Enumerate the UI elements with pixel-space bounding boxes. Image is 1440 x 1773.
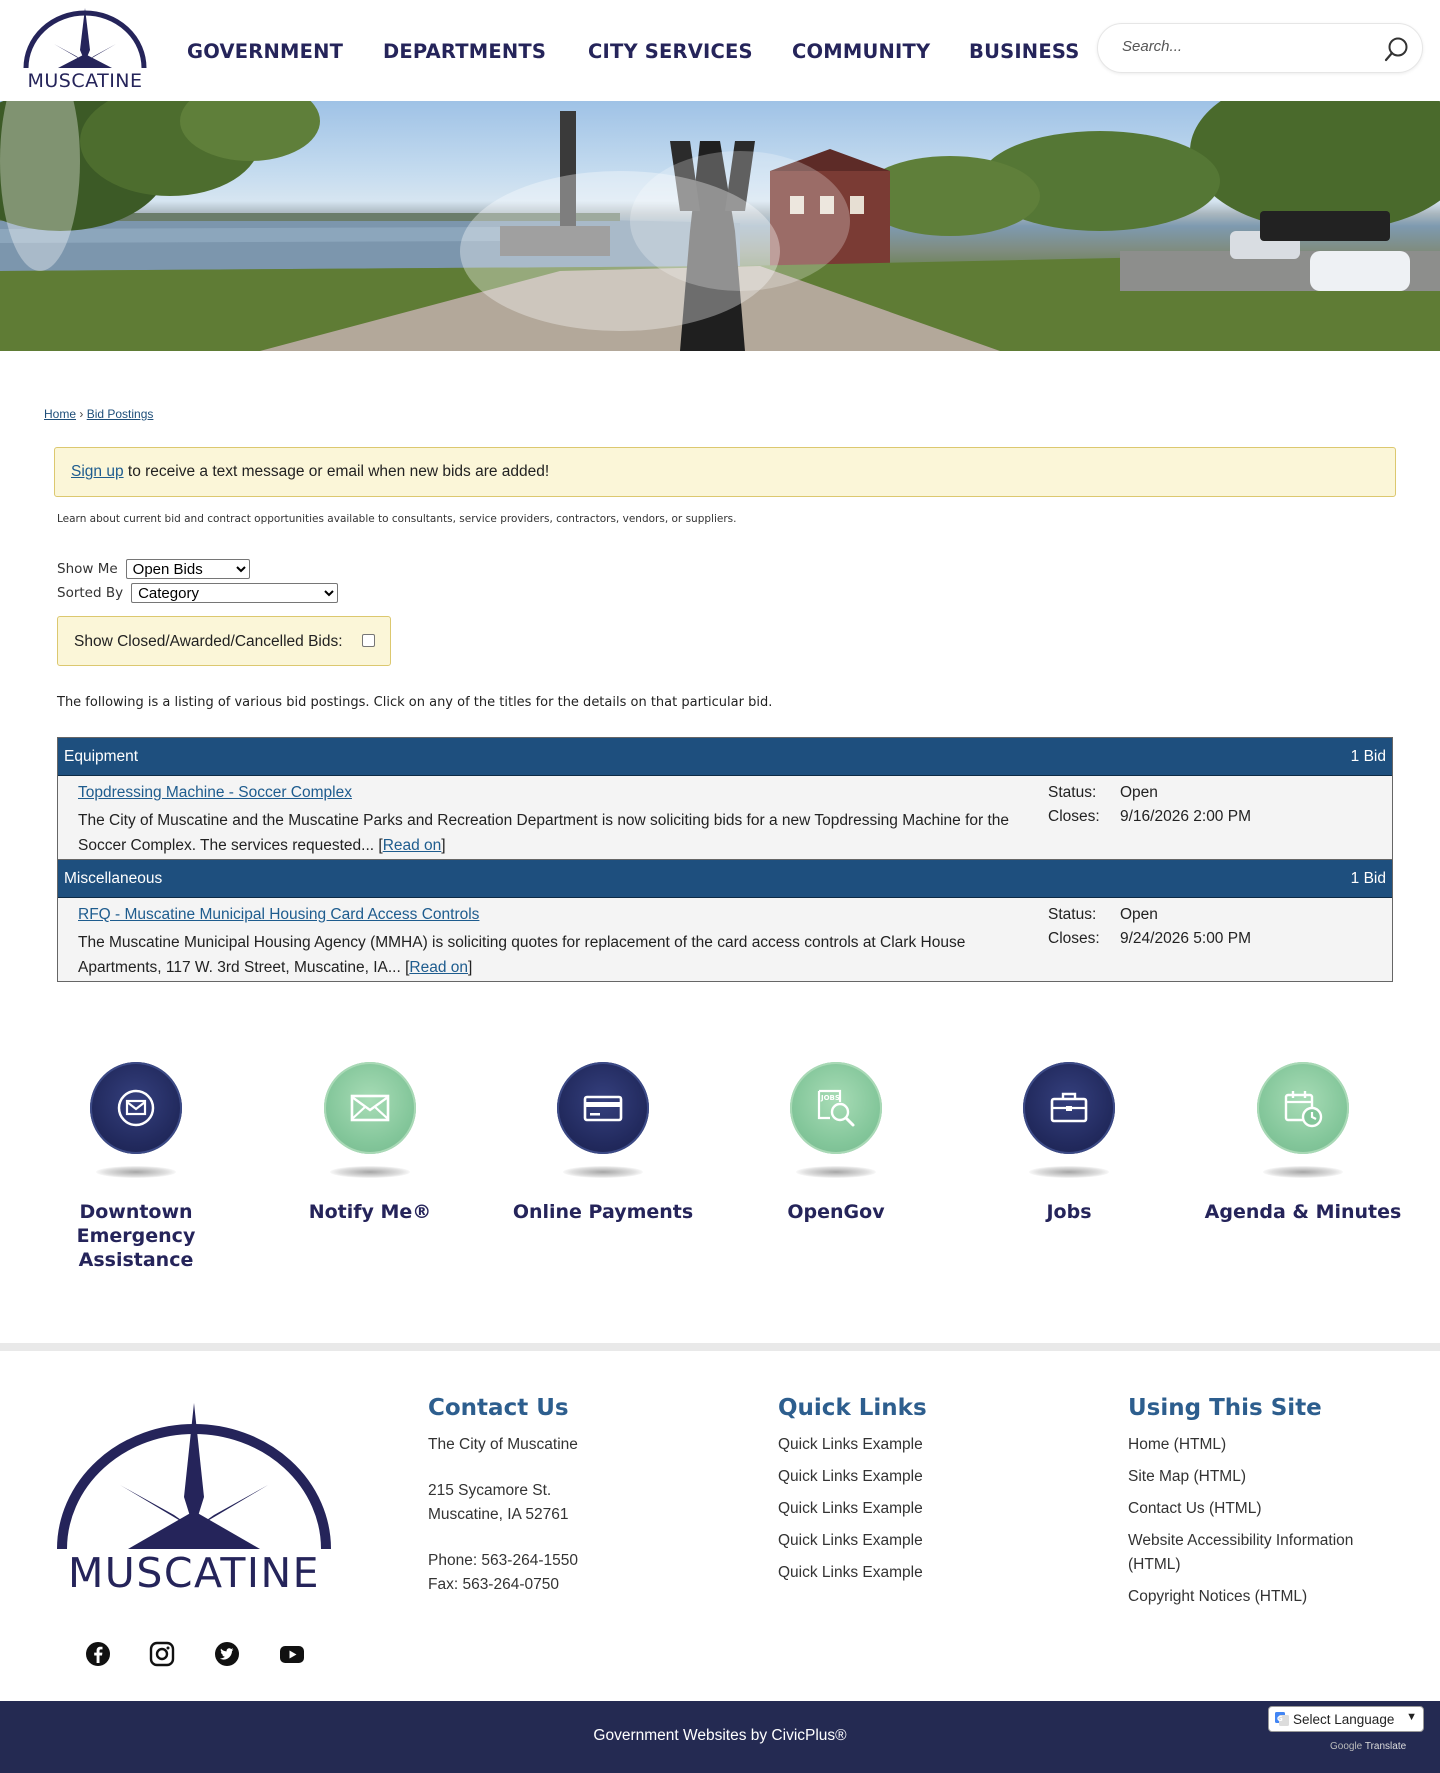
footer-using-site-heading: Using This Site	[1128, 1395, 1322, 1421]
search-input[interactable]	[1122, 38, 1372, 55]
category-header-miscellaneous	[58, 860, 1392, 898]
using-site-copyright-link[interactable]: Copyright Notices (HTML)	[1128, 1588, 1308, 1605]
contact-phone: Phone: 563-264-1550	[428, 1552, 578, 1569]
contact-org: The City of Muscatine	[428, 1436, 578, 1453]
quick-link-downtown-emergency-assistance[interactable]	[36, 1062, 236, 1272]
show-me-filter	[57, 559, 250, 579]
icon-shadow	[330, 1166, 410, 1178]
quick-link-notify-me[interactable]	[270, 1062, 470, 1224]
quick-link-label: Agenda & Minutes	[1204, 1201, 1402, 1223]
bid-description-text: The City of Muscatine and the Muscatine Parks and Recreation Department is now soliciting bids for a new Topdressing Machine for the Soccer Complex. The services requested...	[78, 812, 1010, 854]
muscatine-logo-icon	[18, 6, 152, 76]
status-label: Status:	[1048, 906, 1097, 923]
show-me-label: Show Me	[57, 561, 118, 577]
category-name: Miscellaneous	[64, 870, 163, 887]
quick-link-label: Jobs	[1046, 1201, 1092, 1223]
credit-card-icon	[557, 1062, 649, 1154]
quick-link-opengov[interactable]	[736, 1062, 936, 1224]
search-button[interactable]	[1382, 34, 1412, 64]
listing-note: The following is a listing of various bid postings. Click on any of the titles for the details on that particular bid.	[57, 695, 773, 710]
logo-text: MUSCATINE	[27, 70, 143, 92]
show-closed-bids-checkbox[interactable]	[362, 634, 375, 647]
signup-alert-text: to receive a text message or email when new bids are added!	[123, 463, 550, 480]
intro-text: Learn about current bid and contract opportunities available to consultants, service providers, contractors, vendors, or suppliers.	[57, 513, 737, 525]
read-on-link[interactable]: Read on	[409, 959, 468, 976]
bid-description-text: The Muscatine Municipal Housing Agency (MMHA) is soliciting quotes for replacement of the card access controls at Clark House Apartments, 117 W. 3rd Street, Muscatine, IA...	[78, 934, 966, 976]
status-value: Open	[1120, 906, 1158, 923]
show-me-select[interactable]	[126, 559, 250, 579]
hero-banner-image	[0, 101, 1440, 351]
closes-value: 9/16/2026 2:00 PM	[1120, 808, 1251, 825]
powered-google: Google	[1330, 1741, 1363, 1752]
footer-quick-links-column	[778, 1395, 927, 1585]
icon-shadow	[1263, 1166, 1343, 1178]
search-box	[1097, 23, 1423, 73]
status-label: Status:	[1048, 784, 1097, 801]
footer-logo[interactable]	[36, 1403, 352, 1558]
instagram-icon[interactable]	[149, 1641, 175, 1667]
icon-shadow	[96, 1166, 176, 1178]
quick-link-agenda-minutes[interactable]	[1203, 1062, 1403, 1224]
quick-links-item[interactable]: Quick Links Example	[778, 1500, 923, 1517]
nav-city-services[interactable]: CITY SERVICES	[588, 40, 753, 63]
site-logo[interactable]	[18, 6, 152, 96]
bid-closes	[1048, 808, 1251, 826]
icon-shadow	[563, 1166, 643, 1178]
closes-label: Closes:	[1048, 808, 1100, 825]
chevron-down-icon: ▼	[1406, 1711, 1417, 1723]
bid-description: The Muscatine Municipal Housing Agency (MMHA) is soliciting quotes for replacement of the card access controls at Clark House Apartments, 117 W. 3rd Street, Muscatine, IA... [Read on]	[78, 934, 966, 976]
footer-using-site-column	[1128, 1395, 1388, 1609]
bid-row	[58, 776, 1392, 860]
icon-shadow	[1029, 1166, 1109, 1178]
language-select-label: Select Language	[1293, 1712, 1395, 1727]
quick-links-item[interactable]: Quick Links Example	[778, 1436, 923, 1453]
icon-shadow	[796, 1166, 876, 1178]
calendar-clock-icon	[1257, 1062, 1349, 1154]
contact-address-line2: Muscatine, IA 52761	[428, 1506, 569, 1523]
facebook-icon[interactable]	[85, 1641, 111, 1667]
show-closed-bids-box	[57, 616, 391, 666]
quick-link-online-payments[interactable]	[503, 1062, 703, 1224]
quick-link-jobs[interactable]	[969, 1062, 1169, 1224]
bid-title-link[interactable]: RFQ - Muscatine Municipal Housing Card Access Controls	[78, 906, 480, 923]
contact-address-line1: 215 Sycamore St.	[428, 1482, 552, 1499]
breadcrumb-home-link[interactable]: Home	[44, 407, 77, 421]
sorted-by-filter	[57, 583, 338, 603]
quick-link-label: OpenGov	[787, 1201, 885, 1223]
site-header	[0, 0, 1440, 101]
quick-link-label: Notify Me®	[308, 1201, 432, 1223]
powered-translate: Translate	[1364, 1741, 1407, 1752]
category-count: 1 Bid	[1350, 870, 1386, 887]
site-footer	[0, 1343, 1440, 1701]
briefcase-icon	[1023, 1062, 1115, 1154]
closes-value: 9/24/2026 5:00 PM	[1120, 930, 1251, 947]
footer-credit-bar	[0, 1701, 1440, 1773]
sorted-by-label: Sorted By	[57, 585, 124, 601]
svg-text:JOBS: JOBS	[821, 1094, 840, 1102]
nav-business[interactable]: BUSINESS	[969, 40, 1080, 63]
google-translate-icon	[1275, 1712, 1289, 1726]
powered-by-google-translate	[1330, 1741, 1406, 1752]
bid-title-link[interactable]: Topdressing Machine - Soccer Complex	[78, 784, 352, 801]
category-count: 1 Bid	[1350, 748, 1386, 765]
footer-contact-heading: Contact Us	[428, 1395, 569, 1421]
closes-label: Closes:	[1048, 930, 1100, 947]
footer-contact-column	[428, 1395, 578, 1597]
quick-link-label: Online Payments	[512, 1201, 694, 1223]
bid-listing-table	[57, 737, 1393, 982]
signup-link[interactable]: Sign up	[71, 463, 124, 480]
sorted-by-select[interactable]	[131, 583, 338, 603]
language-select[interactable]	[1268, 1706, 1424, 1732]
bid-row	[58, 898, 1392, 981]
using-site-accessibility-link[interactable]: Website Accessibility Information (HTML)	[1128, 1532, 1354, 1573]
quick-links-item[interactable]: Quick Links Example	[778, 1468, 923, 1485]
svg-text:G: G	[1277, 1715, 1283, 1723]
nav-departments[interactable]: DEPARTMENTS	[383, 40, 547, 63]
search-icon	[1382, 34, 1412, 64]
using-site-home-link[interactable]: Home (HTML)	[1128, 1436, 1227, 1453]
breadcrumb-bid-postings-link[interactable]: Bid Postings	[86, 407, 154, 421]
bid-closes	[1048, 930, 1251, 948]
contact-fax: Fax: 563-264-0750	[428, 1576, 559, 1593]
category-name: Equipment	[64, 748, 139, 765]
youtube-icon[interactable]	[279, 1641, 305, 1667]
mail-icon	[324, 1062, 416, 1154]
status-value: Open	[1120, 784, 1158, 801]
riverfront-fountain-photo	[0, 101, 1440, 351]
using-site-sitemap-link[interactable]: Site Map (HTML)	[1128, 1468, 1246, 1485]
quick-links-item[interactable]: Quick Links Example	[778, 1532, 923, 1549]
quick-links-item[interactable]: Quick Links Example	[778, 1564, 923, 1581]
civicplus-credit-link[interactable]: Government Websites by CivicPlus®	[593, 1727, 847, 1744]
category-header-equipment	[58, 738, 1392, 776]
using-site-contact-link[interactable]: Contact Us (HTML)	[1128, 1500, 1262, 1517]
twitter-icon[interactable]	[214, 1641, 240, 1667]
bid-status	[1048, 784, 1158, 802]
footer-logo-text: MUSCATINE	[67, 1549, 321, 1597]
footer-quick-links-heading: Quick Links	[778, 1395, 927, 1421]
jobs-search-icon	[790, 1062, 882, 1154]
nav-community[interactable]: COMMUNITY	[792, 40, 931, 63]
breadcrumb-separator: ›	[79, 407, 84, 421]
bid-status	[1048, 906, 1158, 924]
envelope-circle-icon	[90, 1062, 182, 1154]
quick-link-label: Downtown Emergency Assistance	[76, 1201, 196, 1271]
signup-alert	[54, 447, 1396, 497]
breadcrumb	[44, 407, 153, 421]
signup-alert-message	[71, 463, 549, 481]
read-on-link[interactable]: Read on	[382, 837, 442, 854]
nav-government[interactable]: GOVERNMENT	[187, 40, 344, 63]
show-closed-bids-label: Show Closed/Awarded/Cancelled Bids:	[74, 633, 343, 650]
muscatine-logo-icon	[36, 1403, 352, 1553]
bid-description: The City of Muscatine and the Muscatine Parks and Recreation Department is now soliciting bids for a new Topdressing Machine for the Soccer Complex. The services requested... [Read on]	[78, 812, 1010, 854]
